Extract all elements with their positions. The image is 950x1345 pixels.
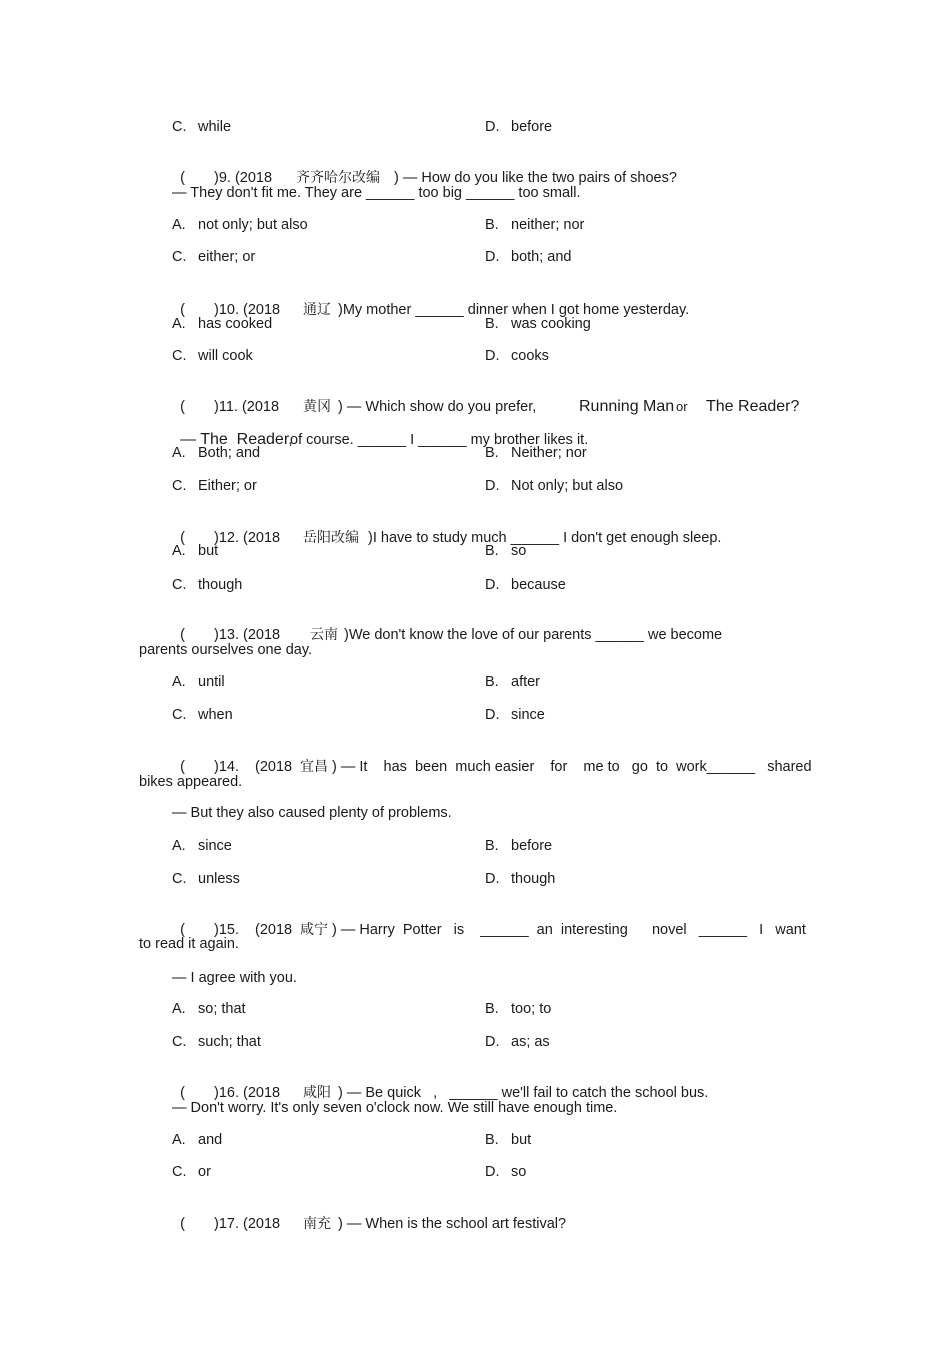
- option-a: A. not only; but also: [172, 217, 308, 233]
- question-11-line2: — The Reader, of course. ______ I ______ my brother likes it.: [180, 431, 589, 448]
- option-d: D. cooks: [485, 348, 549, 364]
- option-d: D. because: [485, 577, 566, 593]
- option-c: C. will cook: [172, 348, 253, 364]
- option-c: C. such; that: [172, 1034, 261, 1050]
- option-a: A. since: [172, 838, 232, 854]
- option-c: C. when: [172, 707, 233, 723]
- question-15-line3: — I agree with you.: [172, 970, 297, 986]
- option-d: D. though: [485, 871, 556, 887]
- question-12: ( )12. (2018 岳阳改编 )I have to study much ______ I don't get enough sleep.: [180, 530, 722, 546]
- question-16: ( )16. (2018 咸阳 ) — Be quick , ______ we'll fail to catch the school bus.: [180, 1085, 709, 1101]
- option-b: B. so: [485, 543, 527, 559]
- question-13-line2: parents ourselves one day.: [139, 642, 313, 658]
- option-d: D. so: [485, 1164, 527, 1180]
- option-c: C. either; or: [172, 249, 256, 265]
- option-d: D. both; and: [485, 249, 572, 265]
- option-a: A. Both; and: [172, 445, 261, 461]
- option-c: C. Either; or: [172, 478, 257, 494]
- option-d: D. as; as: [485, 1034, 550, 1050]
- option-a: A. until: [172, 674, 225, 690]
- option-d: D. before: [485, 119, 553, 135]
- question-15: ( )15. (2018 咸宁 ) — Harry Potter is ______ an interesting novel ______ I want: [180, 922, 806, 938]
- option-a: A. has cooked: [172, 316, 273, 332]
- question-14-line2: bikes appeared.: [139, 774, 243, 790]
- option-d: D. Not only; but also: [485, 478, 624, 494]
- option-b: B. after: [485, 674, 541, 690]
- option-c: C. though: [172, 577, 243, 593]
- option-b: B. but: [485, 1132, 532, 1148]
- option-c: C. unless: [172, 871, 240, 887]
- question-10: ( )10. (2018 通辽 )My mother ______ dinner when I got home yesterday.: [180, 302, 690, 318]
- question-14: ( )14. (2018 宜昌 ) — It has been much easier for me to go to work______ shared: [180, 759, 812, 775]
- option-b: B. neither; nor: [485, 217, 585, 233]
- option-a: A. but: [172, 543, 219, 559]
- question-15-line2: to read it again.: [139, 936, 239, 952]
- option-b: B. too; to: [485, 1001, 552, 1017]
- option-b: B. Neither; nor: [485, 445, 587, 461]
- option-a: A. so; that: [172, 1001, 246, 1017]
- question-9-line2: — They don't fit me. They are ______ too big ______ too small.: [172, 185, 581, 201]
- option-a: A. and: [172, 1132, 223, 1148]
- option-c: C. or: [172, 1164, 211, 1180]
- question-14-line3: — But they also caused plenty of problems.: [172, 805, 452, 821]
- question-17: ( )17. (2018 南充 ) — When is the school art festival?: [180, 1216, 567, 1232]
- question-13: ( )13. (2018 云南 )We don't know the love of our parents ______ we become: [180, 627, 723, 643]
- option-d: D. since: [485, 707, 545, 723]
- option-c: C. while: [172, 119, 232, 135]
- question-16-line2: — Don't worry. It's only seven o'clock now. We still have enough time.: [172, 1100, 618, 1116]
- question-11: ( )11. (2018 黄冈 ) — Which show do you prefer, Running Man or The Reader?: [180, 398, 800, 415]
- question-9: ( )9. (2018 齐齐哈尔改编 ) — How do you like the two pairs of shoes?: [180, 170, 677, 186]
- option-b: B. before: [485, 838, 553, 854]
- option-b: B. was cooking: [485, 316, 591, 332]
